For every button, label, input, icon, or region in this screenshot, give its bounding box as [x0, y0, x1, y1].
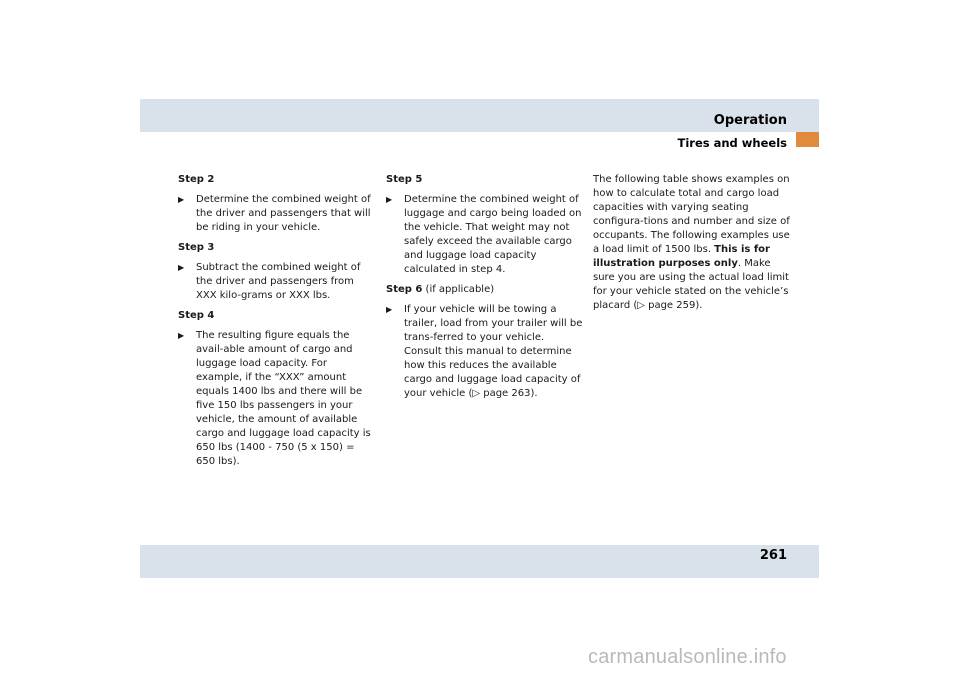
- text-column-1: [178, 173, 376, 475]
- text-column-2: [386, 173, 584, 407]
- bullet-arrow-icon: ▶: [178, 263, 185, 272]
- step-5-instruction: [386, 193, 584, 277]
- step-6-title: [386, 283, 584, 297]
- step-2-title: Step 2: [178, 174, 215, 185]
- footer-band: [140, 545, 819, 578]
- table-intro-text: The following table shows examples on how to calculate total and cargo load capacities with varying seating configura-tions and number and size of occupants. The following examples use a load limit of 1500 lbs.: [593, 174, 790, 255]
- step-3-text: Subtract the combined weight of the driver and passengers from XXX kilo-grams or XXX lbs.: [196, 262, 361, 301]
- step-4-text: The resulting figure equals the avail-able amount of cargo and luggage load capacity. For example, if the “XXX” amount equals 1400 lbs and there will be five 150 lbs passengers in your vehicle, the amount of available cargo and luggage load capacity is 650 lbs (1400 - 750 (5 x 150) = 650 lbs).: [196, 330, 371, 467]
- bullet-arrow-icon: ▶: [386, 195, 393, 204]
- page-number: 261: [759, 548, 787, 563]
- table-intro-paragraph: [593, 173, 791, 313]
- bullet-arrow-icon: ▶: [178, 195, 185, 204]
- step-3-instruction: [178, 261, 376, 303]
- step-4-title: Step 4: [178, 310, 215, 321]
- watermark: carmanualsonline.info: [588, 646, 787, 668]
- step-2-instruction: [178, 193, 376, 235]
- section-title: Operation: [713, 113, 787, 128]
- step-6-note: (if applicable): [422, 284, 495, 295]
- section-tab-marker: [796, 132, 819, 147]
- step-4-instruction: [178, 329, 376, 469]
- step-6-instruction: [386, 303, 584, 401]
- step-5-title: Step 5: [386, 174, 423, 185]
- step-5-text: Determine the combined weight of luggage and cargo being loaded on the vehicle. That weight may not safely exceed the available cargo and luggage load capacity calculated in step 4.: [404, 194, 582, 275]
- subsection-title: Tires and wheels: [677, 136, 787, 150]
- placard-note-text: . Make sure you are using the actual load limit for your vehicle stated on the vehicle’s placard (▷ page 259).: [593, 258, 789, 311]
- text-column-3: [593, 173, 791, 313]
- step-6-text: If your vehicle will be towing a trailer, load from your trailer will be trans-ferred to your vehicle. Consult this manual to determine how this reduces the available cargo and luggage load capacity of your vehicle (▷ page 263).: [404, 304, 583, 399]
- bullet-arrow-icon: ▶: [386, 305, 393, 314]
- step-6-title-text: Step 6: [386, 284, 423, 295]
- step-3-title: Step 3: [178, 242, 215, 253]
- illustration-notice: This is for illustration purposes only: [593, 244, 770, 269]
- bullet-arrow-icon: ▶: [178, 331, 185, 340]
- step-2-text: Determine the combined weight of the driver and passengers that will be riding in your vehicle.: [196, 194, 371, 233]
